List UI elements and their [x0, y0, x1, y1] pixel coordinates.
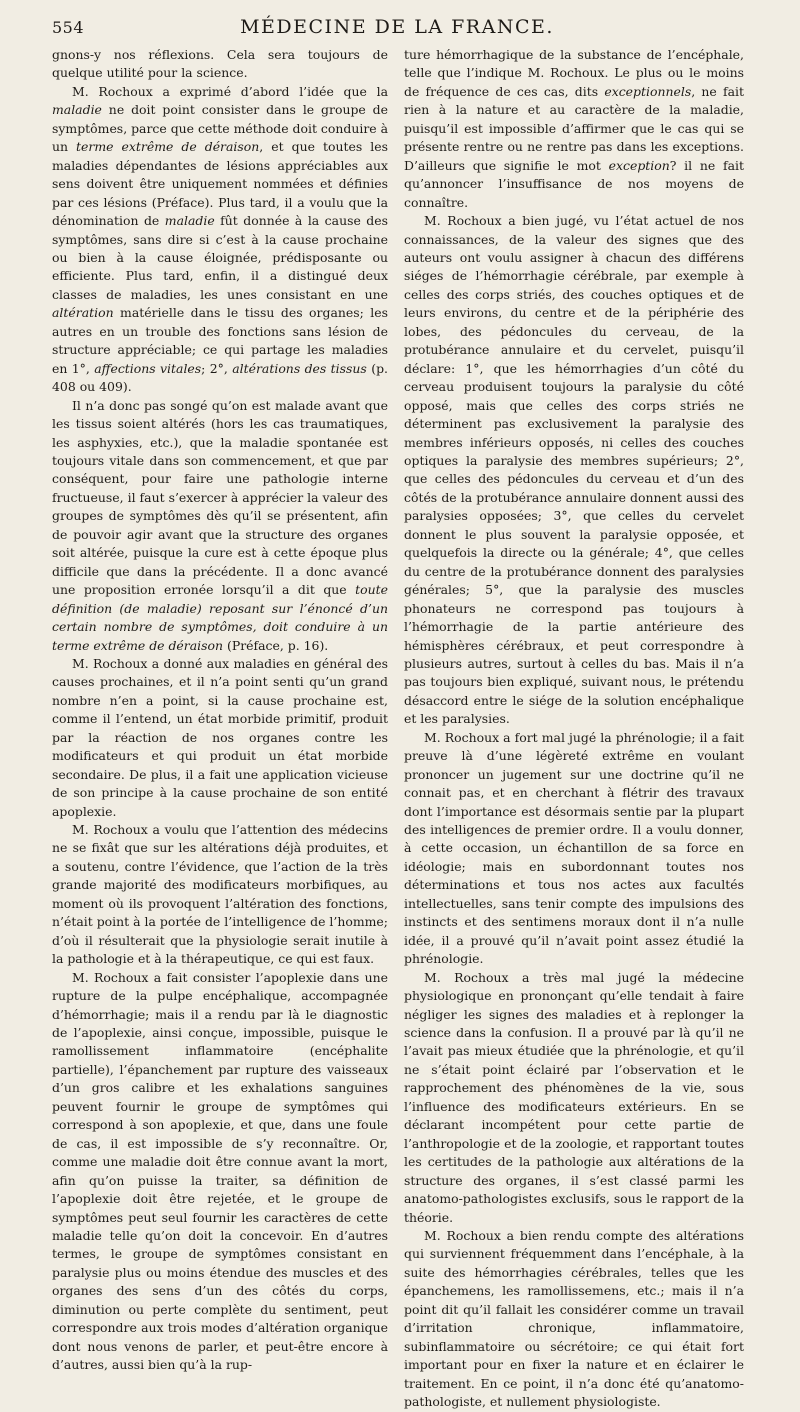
page-number: 554	[52, 18, 85, 37]
paragraph: gnons-y nos réflexions. Cela sera toujours de quelque utilité pour la science.	[52, 47, 388, 81]
paragraph: M. Rochoux a voulu que l’attention des médecins ne se fixât que sur les altérations déjà produites, et a soutenu, contre l’évidence, que l’action de la très grande majorité des modificateurs morbifiques, au moment où ils provoquent l’altération des fonctions, n’était point à la portée de l’intelligence de l’homme; d’où il résulterait que la physiologie serait inutile à la pathologie et à la thérapeutique, ce qui est faux.	[52, 822, 388, 967]
italic-phrase: exceptionnels	[604, 83, 692, 99]
right-column	[404, 46, 744, 1412]
left-column	[52, 46, 388, 1375]
running-title: MÉDECINE DE LA FRANCE.	[240, 16, 554, 38]
italic-phrase: maladie	[52, 102, 102, 118]
italic-phrase: altération	[52, 305, 114, 321]
paragraph: M. Rochoux a très mal jugé la médecine physiologique en prononçant qu’elle tendait à faire négliger les signes des maladies et à replonger la science dans la confusion. Il a prouvé par là qu’il ne l’avait pas mieux étudiée que la phrénologie, et qu’il ne s’était point éclairé par l’observation et le rapprochement des phénomènes de la vie, sous l’influence des modificateurs extérieurs. En se déclarant incompétent pour cette partie de l’anthropologie et de la zoologie, et rapportant toutes les certitudes de la pathologie aux altérations de la structure des organes, il s’est classé parmi les anatomo-pathologistes exclusifs, sous le rapport de la théorie.	[404, 969, 744, 1225]
italic-phrase: affections vitales	[94, 360, 202, 376]
paragraph: M. Rochoux a fort mal jugé la phrénologie; il a fait preuve là d’une légèreté extrême en voulant prononcer un jugement sur une doctrine qu’il ne connait pas, et en cherchant à flétrir des travaux dont l’importance est désormais sentie par la plupart des intelligences de premier ordre. Il a voulu donner, à cette occasion, un échantillon de sa force en idéologie; mais en subordonnant toutes nos déterminations et tous nos actes aux facultés intellectuelles, sans tenir compte des impulsions des instincts et des sentimens moraux dont il n’a nulle idée, il a prouvé qu’il n’avait point assez étudié la phrénologie.	[404, 729, 744, 967]
paragraph: ture hémorrhagique de la substance de l’encéphale, telle que l’indique M. Rochoux. Le plus ou le moins de fréquence de ces cas, dits exceptionnels, ne fait rien à la nature et au caractère de la maladie, puisqu’il est impossible d’affirmer que le cas qui se présente rentre ou ne rentre pas dans les exceptions. D’ailleurs que signifie le mot exception? il ne fait qu’annoncer l’insuffisance de nos moyens de connaître.	[404, 47, 744, 210]
running-header	[52, 14, 742, 40]
paragraph: Il n’a donc pas songé qu’on est malade avant que les tissus soient altérés (hors les cas traumatiques, les asphyxies, etc.), que la maladie spontanée est toujours vitale dans son commencement, et que par conséquent, pour faire une pathologie interne fructueuse, il faut s’exercer à apprécier la valeur des groupes de symptômes dès qu’il se présentent, afin de pouvoir agir avant que la structure des organes soit altérée, puisque la cure est à cette époque plus difficile que dans la précédente. Il a donc avancé une proposition erronée lorsqu’il a dit que toute définition (de maladie) reposant sur l’énoncé d’un certain nombre de symptômes, doit conduire à un terme extrême de déraison (Préface, p. 16).	[52, 397, 388, 653]
paragraph: M. Rochoux a bien jugé, vu l’état actuel de nos connaissances, de la valeur des signes que des auteurs ont voulu assigner à chacun des différens siéges de l’hémorrhagie cérébrale, par exemple à celles des corps striés, des couches optiques et de leurs environs, du centre et de la périphérie des lobes, des pédoncules du cerveau, de la protubérance annulaire et du cervelet, puisqu’il déclare: 1°, que les hémorrhagies d’un côté du cerveau produisent toujours la paralysie du côté opposé, mais que celles des corps striés ne déterminent pas exclusivement la paralysie des membres inférieurs opposés, ni celles des couches optiques la paralysie des membres supérieurs; 2°, que celles des pédoncules du cerveau et d’un des côtés de la protubérance annulaire donnent aussi des paralysies opposées; 3°, que celles du cervelet donnent le plus souvent la paralysie opposée, et quelquefois la directe ou la générale; 4°, que celles du centre de la protubérance donnent des paralysies générales; 5°, que la paralysie des muscles phonateurs ne correspond pas toujours à l’hémorrhagie de la partie antérieure des hémisphères cérébraux, et peut correspondre à plusieurs autres, surtout à celles du bas. Mais il n’a pas toujours bien expliqué, suivant nous, le prétendu désaccord entre le siége de la solution encéphalique et les paralysies.	[404, 213, 744, 727]
paragraph: M. Rochoux a bien rendu compte des altérations qui surviennent fréquemment dans l’encéphale, à la suite des hémorrhagies cérébrales, telles que les épanchemens, les ramollissemens, etc.; mais il n’a point dit qu’il fallait les considérer comme un travail d’irritation chronique, inflammatoire, subinflammatoire ou sécrétoire; ce qui était fort important pour en fixer la nature et en éclairer le traitement. En ce point, il n’a donc été qu’anatomo-pathologiste, et nullement physiologiste.	[404, 1228, 744, 1410]
italic-phrase: altérations des tissus	[232, 360, 367, 376]
paragraph: M. Rochoux a donné aux maladies en général des causes prochaines, et il n’a point senti qu’un grand nombre n’en a point, si la cause prochaine est, comme il l’entend, un état morbide primitif, produit par la réaction de nos organes contre les modificateurs et qui produit un état morbide secondaire. De plus, il a fait une application vicieuse de son principe à la cause prochaine de son entité apoplexie.	[52, 655, 388, 819]
italic-phrase: terme extrême de déraison	[76, 139, 260, 155]
paragraph: M. Rochoux a fait consister l’apoplexie dans une rupture de la pulpe encéphalique, accompagnée d’hémorrhagie; mais il a rendu par là le diagnostic de l’apoplexie, ainsi conçue, impossible, puisque le ramollissement inflammatoire (encéphalite partielle), l’épanchement par rupture des vaisseaux d’un gros calibre et les exhalations sanguines peuvent fournir le groupe de symptômes qui correspond à son apoplexie, et que, dans une foule de cas, il est impossible de s’y reconnaître. Or, comme une maladie doit être connue avant la mort, afin qu’on puisse la traiter, sa définition de l’apoplexie doit être rejetée, et le groupe de symptômes peut seul fournir les caractères de cette maladie telle qu’on doit la concevoir. En d’autres termes, le groupe de symptômes consistant en paralysie plus ou moins étendue des muscles et des organes des sens d’un des côtés du corps, diminution ou perte complète du sentiment, peut correspondre aux trois modes d’altération organique dont nous venons de parler, et peut-être encore à d’autres, aussi bien qu’à la rup-	[52, 969, 388, 1373]
italic-phrase: exception	[608, 157, 670, 173]
italic-phrase: maladie	[164, 213, 215, 229]
italic-phrase: toute définition (de maladie) reposant sur l’énoncé d’un certain nombre de symptômes, doit conduire à un terme extrême de déraison	[52, 582, 388, 653]
paragraph: M. Rochoux a exprimé d’abord l’idée que la maladie ne doit point consister dans le groupe de symptômes, parce que cette méthode doit conduire à un terme extrême de déraison, et que toutes les maladies dépendantes de lésions appréciables aux sens doivent être uniquement nommées et définies par ces lésions (Préface). Plus tard, il a voulu que la dénomination de maladie fût donnée à la cause des symptômes, sans dire si c’est à la cause prochaine ou bien à la cause éloignée, prédisposante ou efficiente. Plus tard, enfin, il a distingué deux classes de maladies, les unes consistant en une altération matérielle dans le tissu des organes; les autres en un trouble des fonctions sans lésion de structure appréciable; ce qui partage les maladies en 1°, affections vitales; 2°, altérations des tissus (p. 408 ou 409).	[52, 83, 389, 395]
